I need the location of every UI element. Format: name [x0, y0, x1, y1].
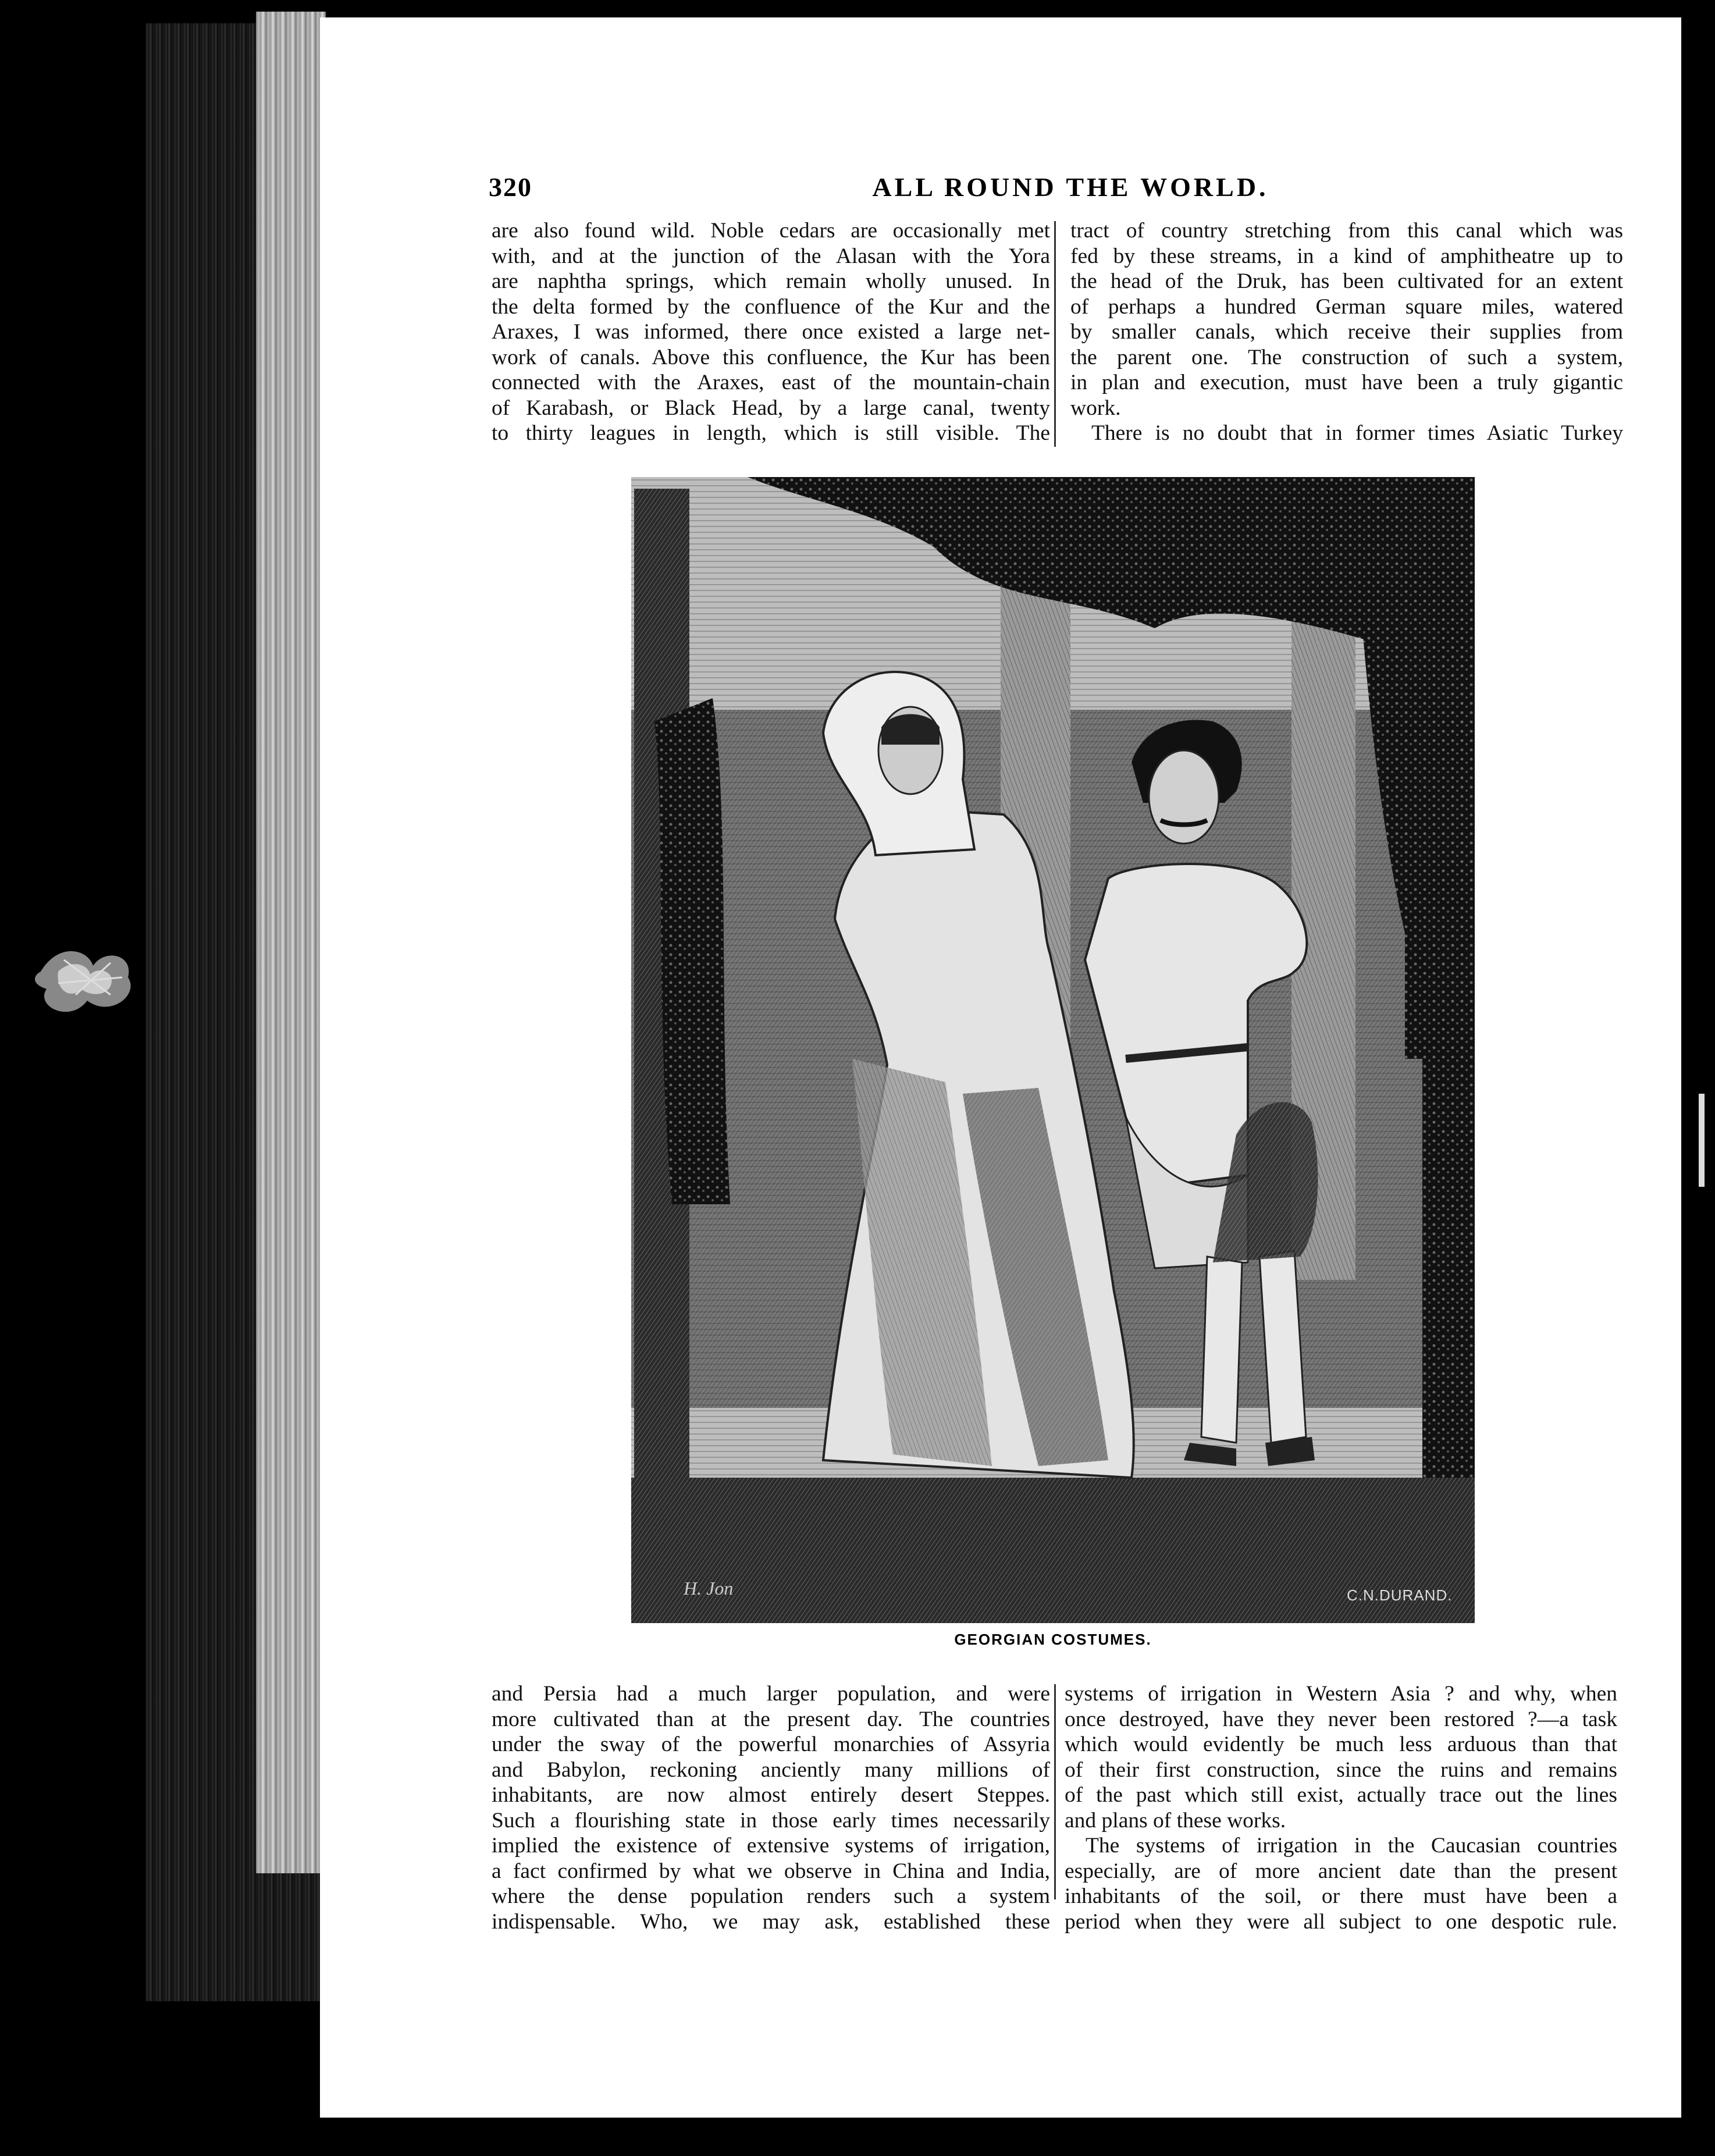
- column-rule: [1054, 221, 1056, 447]
- text-line: and Persia had a much larger population, and were: [492, 1682, 1050, 1706]
- column-bottom-left: [492, 1681, 1050, 1934]
- next-page-edge: [1681, 17, 1715, 2118]
- text-line: connected with the Araxes, east of the mountain-chain: [492, 371, 1050, 394]
- text-line: a fact confirmed by what we observe in China and India,: [492, 1859, 1050, 1883]
- text-line: which would evidently be much less arduous than that: [1065, 1732, 1617, 1756]
- text-line: are naphtha springs, which remain wholly unused. In: [492, 269, 1050, 293]
- text-line: tract of country stretching from this canal which was: [1070, 219, 1623, 243]
- text-line: of perhaps a hundred German square miles, watered: [1070, 294, 1623, 319]
- text-line: in plan and execution, must have been a truly gigantic: [1070, 371, 1623, 394]
- text-line: implied the existence of extensive systems of irrigation,: [492, 1834, 1050, 1858]
- text-line: the parent one. The construction of such a system,: [1070, 345, 1623, 369]
- text-line: There is no doubt that in former times Asiatic Turkey: [1091, 421, 1623, 445]
- engraver-signature-left: H. Jon: [684, 1578, 734, 1599]
- column-bottom-right: [1065, 1681, 1617, 1934]
- text-line: more cultivated than at the present day. The countries: [492, 1707, 1050, 1731]
- column-rule: [1054, 1684, 1056, 1899]
- text-line: once destroyed, have they never been restored ?—a task: [1065, 1707, 1617, 1731]
- text-line: under the sway of the powerful monarchies of Assyria: [492, 1732, 1050, 1756]
- text-line: The systems of irrigation in the Caucasian countries: [1086, 1834, 1617, 1858]
- running-title: ALL ROUND THE WORLD.: [872, 172, 1269, 202]
- text-line: systems of irrigation in Western Asia ? and why, when: [1065, 1682, 1617, 1706]
- text-line: and Babylon, reckoning anciently many millions of: [492, 1757, 1050, 1782]
- text-line: inhabitants, are now almost entirely desert Steppes.: [492, 1783, 1050, 1807]
- text-line: where the dense population renders such a system: [492, 1884, 1050, 1908]
- text-line: fed by these streams, in a kind of amphitheatre up to: [1070, 244, 1623, 268]
- page-number: 320: [489, 172, 532, 202]
- text-line: of their first construction, since the ruins and remains: [1065, 1757, 1617, 1782]
- column-top-right: [1070, 218, 1623, 446]
- text-line: indispensable. Who, we may ask, established these: [492, 1909, 1050, 1934]
- running-head: [489, 172, 1652, 207]
- text-line: work.: [1070, 396, 1121, 420]
- book-page-edges-light: [256, 12, 326, 1873]
- text-line: are also found wild. Noble cedars are occasionally met: [492, 219, 1050, 243]
- text-line: of the past which still exist, actually trace out the lines: [1065, 1783, 1617, 1807]
- text-line: the head of the Druk, has been cultivated for an extent: [1070, 269, 1623, 293]
- text-line: to thirty leagues in length, which is still visible. The: [492, 421, 1050, 445]
- text-line: Such a flourishing state in those early times necessarily: [492, 1808, 1050, 1833]
- georgian-costumes-engraving: [631, 477, 1475, 1623]
- paper-fiber-debris: [23, 908, 157, 1041]
- text-line: Araxes, I was informed, there once existed a large net-: [492, 320, 1050, 344]
- text-line: of Karabash, or Black Head, by a large canal, twenty: [492, 396, 1050, 420]
- text-line: inhabitants of the soil, or there must have been a: [1065, 1884, 1617, 1908]
- text-line: by smaller canals, which receive their supplies from: [1070, 320, 1623, 344]
- next-page-fragment: [1699, 1094, 1705, 1187]
- figure-caption: GEORGIAN COSTUMES.: [954, 1631, 1152, 1648]
- text-line: the delta formed by the confluence of the Kur and the: [492, 294, 1050, 319]
- text-line: period when they were all subject to one despotic rule.: [1065, 1909, 1617, 1934]
- text-line: especially, are of more ancient date than the present: [1065, 1859, 1617, 1883]
- text-line: and plans of these works.: [1065, 1808, 1286, 1833]
- engraver-signature-right: C.N.DURAND.: [1347, 1586, 1453, 1604]
- text-line: work of canals. Above this confluence, the Kur has been: [492, 345, 1050, 369]
- column-top-left: [492, 218, 1050, 446]
- text-line: with, and at the junction of the Alasan with the Yora: [492, 244, 1050, 268]
